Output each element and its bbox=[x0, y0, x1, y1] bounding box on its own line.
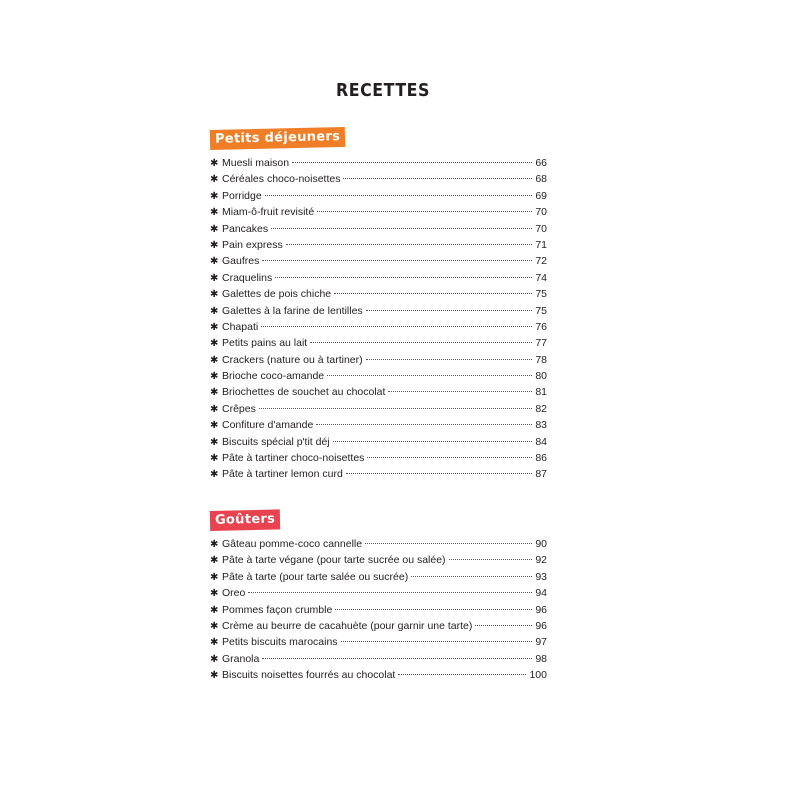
page-number: 81 bbox=[535, 386, 547, 399]
entry-name: Galettes à la farine de lentilles bbox=[222, 304, 363, 317]
entry-name: Chapati bbox=[222, 320, 259, 333]
bullet-star-icon: ✱ bbox=[210, 403, 219, 415]
entry-name: Gâteau pomme-coco cannelle bbox=[222, 538, 363, 550]
entry-name: Galettes de pois chiche bbox=[222, 288, 332, 301]
bullet-star-icon: ✱ bbox=[210, 321, 219, 333]
toc-entry bbox=[210, 634, 547, 650]
page-number: 96 bbox=[535, 619, 547, 632]
page-number: 94 bbox=[535, 587, 547, 600]
dot-leader bbox=[310, 342, 532, 343]
toc-entry bbox=[210, 237, 547, 253]
toc-entry bbox=[210, 253, 547, 269]
toc-entry bbox=[210, 602, 547, 618]
page-number: 78 bbox=[535, 353, 547, 366]
bullet-star-icon: ✱ bbox=[210, 272, 219, 284]
bullet-star-icon: ✱ bbox=[210, 420, 219, 432]
entry-name: Miam-ô-fruit revisité bbox=[222, 206, 315, 219]
bullet-star-icon: ✱ bbox=[210, 190, 219, 202]
bullet-star-icon: ✱ bbox=[210, 670, 219, 682]
entry-name: Oreo bbox=[222, 587, 246, 600]
toc-entry bbox=[210, 204, 547, 220]
dot-leader bbox=[271, 228, 532, 229]
toc-entry bbox=[210, 335, 547, 351]
dot-leader bbox=[346, 473, 532, 474]
dot-leader bbox=[265, 195, 532, 196]
bullet-star-icon: ✱ bbox=[210, 305, 219, 317]
page-number: 86 bbox=[535, 452, 547, 465]
bullet-star-icon: ✱ bbox=[210, 256, 219, 268]
dot-leader bbox=[367, 457, 532, 458]
bullet-star-icon: ✱ bbox=[210, 620, 219, 632]
toc-entry bbox=[210, 667, 547, 683]
toc-entry bbox=[210, 270, 547, 286]
page-number: 77 bbox=[535, 337, 547, 350]
entry-name: Gaufres bbox=[222, 255, 260, 268]
page-number: 98 bbox=[535, 652, 547, 665]
page-number: 97 bbox=[535, 636, 547, 649]
bullet-star-icon: ✱ bbox=[210, 653, 219, 665]
entry-name: Briochettes de souchet au chocolat bbox=[222, 386, 386, 399]
dot-leader bbox=[343, 178, 532, 179]
page-number: 69 bbox=[535, 189, 547, 202]
entry-name: Pancakes bbox=[222, 222, 269, 235]
entry-name: Pâte à tarte (pour tarte salée ou sucrée) bbox=[222, 570, 409, 583]
toc-entry bbox=[210, 417, 547, 433]
entry-name: Confiture d'amande bbox=[222, 419, 314, 432]
page-number: 96 bbox=[535, 603, 547, 616]
toc-entry bbox=[210, 352, 547, 368]
dot-leader bbox=[275, 277, 532, 278]
dot-leader bbox=[449, 559, 532, 560]
bullet-star-icon: ✱ bbox=[210, 371, 219, 383]
bullet-star-icon: ✱ bbox=[210, 555, 219, 567]
page-number: 87 bbox=[535, 468, 547, 481]
toc-entry bbox=[210, 319, 547, 335]
entry-name: Biscuits noisettes fourrés au chocolat bbox=[222, 669, 396, 682]
entry-name: Crackers (nature ou à tartiner) bbox=[222, 353, 363, 366]
dot-leader bbox=[388, 391, 532, 392]
section-gouters bbox=[210, 511, 547, 684]
dot-leader bbox=[327, 375, 532, 376]
bullet-star-icon: ✱ bbox=[210, 453, 219, 465]
page-number: 83 bbox=[535, 419, 547, 432]
bullet-star-icon: ✱ bbox=[210, 354, 219, 366]
entry-name: Granola bbox=[222, 652, 260, 665]
page-number: 68 bbox=[535, 173, 547, 186]
page-number: 100 bbox=[529, 669, 547, 682]
dot-leader bbox=[341, 641, 532, 642]
dot-leader bbox=[262, 260, 532, 261]
bullet-star-icon: ✱ bbox=[210, 588, 219, 600]
bullet-star-icon: ✱ bbox=[210, 387, 219, 399]
entry-name: Brioche coco-amande bbox=[222, 370, 325, 383]
bullet-star-icon: ✱ bbox=[210, 207, 219, 219]
dot-leader bbox=[334, 293, 532, 294]
toc-entry bbox=[210, 585, 547, 601]
dot-leader bbox=[475, 625, 532, 626]
bullet-star-icon: ✱ bbox=[210, 637, 219, 649]
entry-name: Petits biscuits marocains bbox=[222, 636, 338, 649]
entry-name: Craquelins bbox=[222, 271, 273, 284]
toc-entry bbox=[210, 221, 547, 237]
toc-entry bbox=[210, 303, 547, 319]
bullet-star-icon: ✱ bbox=[210, 158, 219, 169]
entry-name: Muesli maison bbox=[222, 157, 290, 169]
dot-leader bbox=[259, 408, 532, 409]
dot-leader bbox=[365, 543, 532, 544]
page-number: 74 bbox=[535, 271, 547, 284]
dot-leader bbox=[261, 326, 532, 327]
bullet-star-icon: ✱ bbox=[210, 539, 219, 550]
entry-name: Pâte à tartiner lemon curd bbox=[222, 468, 343, 481]
bullet-star-icon: ✱ bbox=[210, 289, 219, 301]
toc-entry bbox=[210, 651, 547, 667]
bullet-star-icon: ✱ bbox=[210, 571, 219, 583]
page-number: 75 bbox=[535, 288, 547, 301]
page-number: 71 bbox=[535, 238, 547, 251]
toc-entry bbox=[210, 171, 547, 187]
page-number: 92 bbox=[535, 554, 547, 567]
dot-leader bbox=[248, 592, 532, 593]
entry-name: Céréales choco-noisettes bbox=[222, 173, 341, 186]
dot-leader bbox=[262, 658, 532, 659]
toc-entry bbox=[210, 155, 547, 171]
toc-entry bbox=[210, 286, 547, 302]
entry-name: Biscuits spécial p'tit déj bbox=[222, 435, 330, 448]
page-number: 72 bbox=[535, 255, 547, 268]
section-petits-dejeuners bbox=[210, 130, 547, 483]
entry-name: Petits pains au lait bbox=[222, 337, 308, 350]
toc-entry bbox=[210, 618, 547, 634]
toc-entry bbox=[210, 188, 547, 204]
bullet-star-icon: ✱ bbox=[210, 469, 219, 481]
entry-name: Pâte à tarte végane (pour tarte sucrée ou salée) bbox=[222, 554, 446, 567]
toc-entry bbox=[210, 368, 547, 384]
dot-leader bbox=[411, 576, 532, 577]
entry-name: Pommes façon crumble bbox=[222, 603, 333, 616]
bullet-star-icon: ✱ bbox=[210, 239, 219, 251]
dot-leader bbox=[366, 359, 532, 360]
section-heading-gouters: Goûters bbox=[210, 509, 281, 531]
page-number: 76 bbox=[535, 320, 547, 333]
dot-leader bbox=[366, 310, 532, 311]
dot-leader bbox=[335, 609, 532, 610]
bullet-star-icon: ✱ bbox=[210, 604, 219, 616]
bullet-star-icon: ✱ bbox=[210, 223, 219, 235]
page-number: 70 bbox=[535, 222, 547, 235]
section-heading-petits-dejeuners: Petits déjeuners bbox=[210, 127, 346, 150]
entry-name: Crêpes bbox=[222, 402, 256, 415]
dot-leader bbox=[316, 424, 532, 425]
dot-leader bbox=[333, 441, 532, 442]
toc-entry bbox=[210, 466, 547, 482]
page-number: 75 bbox=[535, 304, 547, 317]
entry-name: Crème au beurre de cacahuète (pour garnir une tarte) bbox=[222, 619, 473, 632]
toc-entry bbox=[210, 536, 547, 552]
toc-list-gouters bbox=[210, 536, 547, 684]
bullet-star-icon: ✱ bbox=[210, 436, 219, 448]
page-number: 70 bbox=[535, 206, 547, 219]
page-number: 66 bbox=[535, 157, 547, 169]
toc-entry bbox=[210, 569, 547, 585]
page-number: 80 bbox=[535, 370, 547, 383]
entry-name: Porridge bbox=[222, 189, 262, 202]
entry-name: Pâte à tartiner choco-noisettes bbox=[222, 452, 365, 465]
page-number: 93 bbox=[535, 570, 547, 583]
dot-leader bbox=[292, 162, 532, 163]
toc-entry bbox=[210, 552, 547, 568]
toc-list-petits-dejeuners bbox=[210, 155, 547, 483]
page-number: 82 bbox=[535, 402, 547, 415]
bullet-star-icon: ✱ bbox=[210, 174, 219, 186]
dot-leader bbox=[398, 674, 526, 675]
page-number: 84 bbox=[535, 435, 547, 448]
dot-leader bbox=[317, 211, 532, 212]
page-title: RECETTES bbox=[336, 80, 430, 101]
entry-name: Pain express bbox=[222, 238, 283, 251]
toc-entry bbox=[210, 450, 547, 466]
toc-entry bbox=[210, 401, 547, 417]
dot-leader bbox=[286, 244, 532, 245]
toc-entry bbox=[210, 384, 547, 400]
page-number: 90 bbox=[535, 538, 547, 550]
toc-entry bbox=[210, 434, 547, 450]
bullet-star-icon: ✱ bbox=[210, 338, 219, 350]
